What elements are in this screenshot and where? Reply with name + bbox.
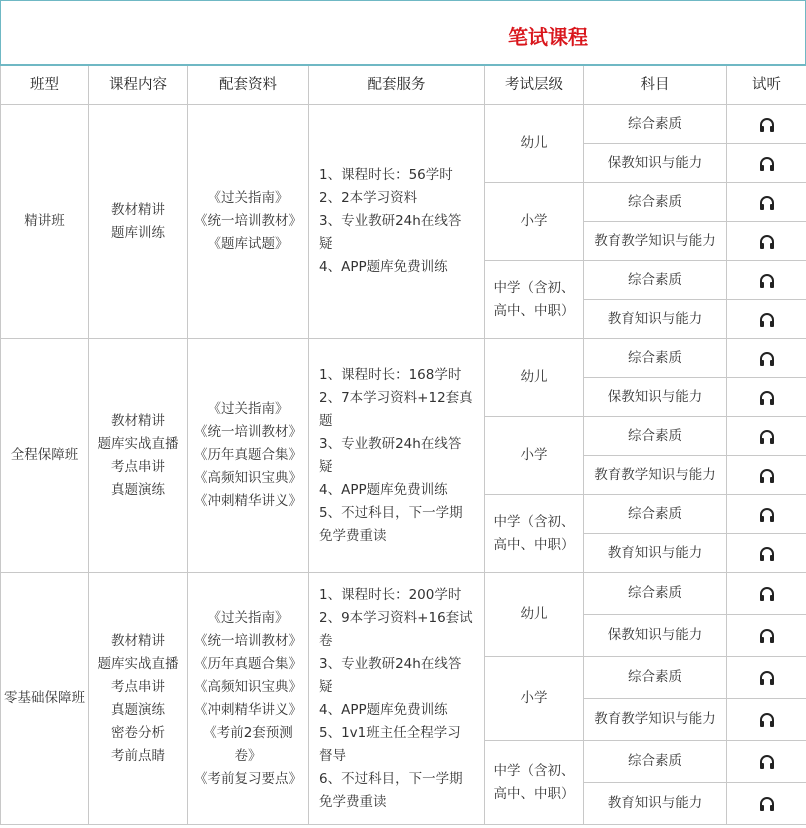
trial-listen-cell	[727, 144, 806, 183]
trial-listen-cell	[727, 105, 806, 144]
service-line: 疑	[319, 678, 333, 695]
service-line: 免学费重读	[319, 793, 387, 810]
material-line: 卷》	[234, 747, 262, 764]
subject-cell: 综合素质	[584, 495, 727, 534]
service-line: 题	[319, 412, 333, 429]
trial-listen-cell	[727, 573, 806, 615]
material-line: 《题库试题》	[207, 236, 289, 252]
course-content-cell	[89, 105, 188, 339]
exam-level-cell	[485, 339, 584, 417]
course-content-line: 教材精讲	[111, 201, 165, 218]
subject-cell: 综合素质	[584, 261, 727, 300]
subject-cell: 保教知识与能力	[584, 144, 727, 183]
services-cell	[309, 339, 485, 573]
service-line: 2、9本学习资料+16套试	[319, 609, 473, 626]
material-line: 《冲刺精华讲义》	[194, 493, 302, 509]
headphones-icon[interactable]	[759, 507, 775, 521]
headphones-icon[interactable]	[759, 117, 775, 131]
headphones-icon[interactable]	[759, 546, 775, 560]
headphones-icon[interactable]	[759, 796, 775, 810]
subject-cell: 保教知识与能力	[584, 378, 727, 417]
trial-listen-cell	[727, 456, 806, 495]
exam-level-cell	[485, 657, 584, 741]
headphones-icon[interactable]	[759, 754, 775, 768]
material-line: 《高频知识宝典》	[194, 470, 302, 486]
exam-level-line: 中学（含初、	[493, 279, 575, 296]
exam-level-line: 中学（含初、	[493, 513, 575, 530]
trial-listen-cell	[727, 534, 806, 573]
header-trial-listen: 试听	[727, 65, 806, 105]
trial-listen-cell	[727, 615, 806, 657]
headphones-icon[interactable]	[759, 390, 775, 404]
exam-level-line: 高中、中职）	[493, 302, 575, 319]
course-content-line: 真题演练	[111, 701, 165, 718]
exam-level-cell	[485, 183, 584, 261]
material-line: 《历年真题合集》	[194, 655, 302, 672]
headphones-icon[interactable]	[759, 156, 775, 170]
course-table	[0, 64, 806, 825]
material-line: 《过关指南》	[207, 609, 289, 626]
exam-level-line: 中学（含初、	[493, 762, 575, 779]
headphones-icon[interactable]	[759, 429, 775, 443]
trial-listen-cell	[727, 417, 806, 456]
exam-level-cell	[485, 573, 584, 657]
service-line: 5、1v1班主任全程学习	[319, 724, 461, 741]
class-name-cell: 全程保障班	[1, 339, 89, 573]
material-line: 《统一培训教材》	[194, 213, 302, 229]
service-line: 4、APP题库免费训练	[319, 701, 448, 718]
service-line: 疑	[319, 458, 333, 475]
trial-listen-cell	[727, 261, 806, 300]
subject-cell: 教育知识与能力	[584, 534, 727, 573]
service-line: 6、不过科目，下一学期	[319, 770, 463, 787]
trial-listen-cell	[727, 495, 806, 534]
headphones-icon[interactable]	[759, 351, 775, 365]
service-line: 4、APP题库免费训练	[319, 259, 448, 275]
trial-listen-cell	[727, 339, 806, 378]
table-body	[1, 105, 806, 825]
service-line: 卷	[319, 632, 333, 649]
material-line: 《统一培训教材》	[194, 424, 302, 440]
course-content-line: 教材精讲	[111, 632, 165, 649]
header-services: 配套服务	[309, 65, 485, 105]
subject-cell: 综合素质	[584, 183, 727, 222]
table-row	[1, 339, 806, 378]
course-content-cell	[89, 339, 188, 573]
course-content-line: 题库实战直播	[97, 435, 179, 452]
headphones-icon[interactable]	[759, 312, 775, 326]
table-row	[1, 105, 806, 144]
header-subject: 科目	[584, 65, 727, 105]
material-line: 《考前2套预测	[203, 724, 293, 741]
exam-level-line: 幼儿	[520, 606, 548, 622]
service-line: 免学费重读	[319, 527, 387, 544]
service-line: 1、课程时长：200学时	[319, 586, 462, 603]
header-course-content: 课程内容	[89, 65, 188, 105]
trial-listen-cell	[727, 699, 806, 741]
service-line: 3、专业教研24h在线答	[319, 655, 462, 672]
exam-level-cell	[485, 495, 584, 573]
service-line: 2、2本学习资料	[319, 190, 418, 206]
exam-level-line: 小学	[520, 690, 548, 706]
trial-listen-cell	[727, 222, 806, 261]
header-class-type: 班型	[1, 65, 89, 105]
materials-cell	[188, 105, 309, 339]
headphones-icon[interactable]	[759, 234, 775, 248]
material-line: 《过关指南》	[207, 401, 289, 417]
trial-listen-cell	[727, 741, 806, 783]
materials-cell	[188, 573, 309, 825]
trial-listen-cell	[727, 183, 806, 222]
table-header-row	[1, 65, 806, 105]
header-exam-level: 考试层级	[485, 65, 584, 105]
headphones-icon[interactable]	[759, 670, 775, 684]
material-line: 《冲刺精华讲义》	[194, 701, 302, 718]
exam-level-cell	[485, 261, 584, 339]
services-cell	[309, 105, 485, 339]
services-cell	[309, 573, 485, 825]
page-title: 笔试课程	[508, 25, 588, 49]
trial-listen-cell	[727, 783, 806, 825]
service-line: 3、专业教研24h在线答	[319, 213, 462, 229]
course-content-line: 题库实战直播	[97, 655, 179, 672]
subject-cell: 综合素质	[584, 657, 727, 699]
material-line: 《统一培训教材》	[194, 632, 302, 649]
course-content-line: 题库训练	[111, 224, 165, 241]
subject-cell: 教育知识与能力	[584, 300, 727, 339]
exam-level-cell	[485, 417, 584, 495]
header-materials: 配套资料	[188, 65, 309, 105]
subject-cell: 综合素质	[584, 741, 727, 783]
material-line: 《过关指南》	[207, 190, 289, 206]
class-name-cell: 精讲班	[1, 105, 89, 339]
subject-cell: 教育教学知识与能力	[584, 222, 727, 261]
exam-level-line: 高中、中职）	[493, 785, 575, 802]
materials-cell	[188, 339, 309, 573]
exam-level-line: 幼儿	[520, 369, 548, 385]
class-name-cell: 零基础保障班	[1, 573, 89, 825]
material-line: 《考前复习要点》	[194, 770, 302, 787]
title-bar	[0, 0, 806, 64]
material-line: 《历年真题合集》	[194, 447, 302, 463]
trial-listen-cell	[727, 300, 806, 339]
material-line: 《高频知识宝典》	[194, 678, 302, 695]
subject-cell: 教育教学知识与能力	[584, 699, 727, 741]
headphones-icon[interactable]	[759, 273, 775, 287]
subject-cell: 教育知识与能力	[584, 783, 727, 825]
subject-cell: 综合素质	[584, 573, 727, 615]
subject-cell: 综合素质	[584, 339, 727, 378]
service-line: 2、7本学习资料+12套真	[319, 389, 473, 406]
exam-level-cell	[485, 105, 584, 183]
trial-listen-cell	[727, 657, 806, 699]
course-content-line: 考点串讲	[111, 678, 165, 695]
service-line: 4、APP题库免费训练	[319, 481, 448, 498]
course-content-cell	[89, 573, 188, 825]
service-line: 疑	[319, 236, 333, 252]
subject-cell: 综合素质	[584, 105, 727, 144]
headphones-icon[interactable]	[759, 628, 775, 642]
headphones-icon[interactable]	[759, 712, 775, 726]
exam-level-cell	[485, 741, 584, 825]
table-row	[1, 573, 806, 615]
headphones-icon[interactable]	[759, 195, 775, 209]
course-content-line: 教材精讲	[111, 412, 165, 429]
headphones-icon[interactable]	[759, 468, 775, 482]
course-content-line: 考前点睛	[111, 747, 165, 764]
service-line: 督导	[319, 747, 346, 764]
service-line: 1、课程时长：56学时	[319, 167, 453, 183]
subject-cell: 保教知识与能力	[584, 615, 727, 657]
course-content-line: 真题演练	[111, 481, 165, 498]
exam-level-line: 小学	[520, 447, 548, 463]
course-content-line: 考点串讲	[111, 458, 165, 475]
trial-listen-cell	[727, 378, 806, 417]
exam-level-line: 幼儿	[520, 135, 548, 151]
service-line: 3、专业教研24h在线答	[319, 435, 462, 452]
subject-cell: 教育教学知识与能力	[584, 456, 727, 495]
exam-level-line: 高中、中职）	[493, 536, 575, 553]
exam-level-line: 小学	[520, 213, 548, 229]
course-content-line: 密卷分析	[111, 724, 165, 741]
subject-cell: 综合素质	[584, 417, 727, 456]
service-line: 5、不过科目，下一学期	[319, 504, 463, 521]
service-line: 1、课程时长：168学时	[319, 366, 462, 383]
headphones-icon[interactable]	[759, 586, 775, 600]
